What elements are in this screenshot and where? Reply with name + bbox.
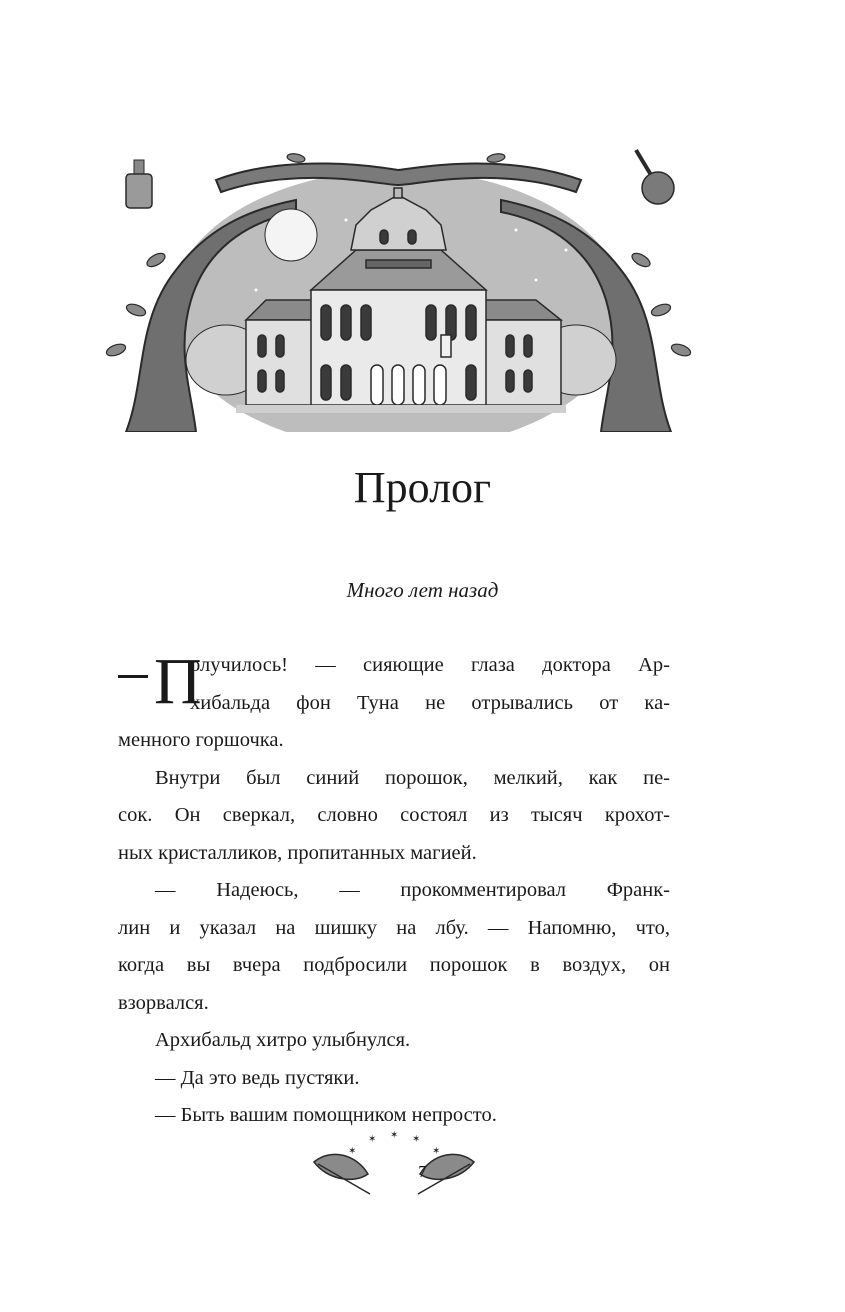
svg-text:✶: ✶ [348,1146,357,1157]
text-line: олучилось! — сияющие глаза доктора Ар- [190,654,670,676]
moon-icon [265,209,317,261]
star-icons [348,1130,440,1157]
paragraph-4 [118,1022,670,1060]
dialogue-dash [118,675,148,678]
flask-icon [636,150,674,204]
paragraph-3 [118,872,670,1022]
paragraph-2 [118,760,670,873]
text-line: лин и указал на шишку на лбу. — Напомню, что, [118,916,670,939]
header-illustration [96,140,701,432]
text-line: когда вы вчера подбросили порошок в воздух, он [118,954,670,976]
text-line: — Быть вашим помощником непросто. [155,1104,497,1126]
svg-text:✶: ✶ [412,1134,421,1145]
text-line: взорвался. [118,991,209,1014]
text-line: — Надеюсь, — прокомментировал Франк- [155,879,670,901]
paragraph-5 [118,1060,670,1098]
paragraph-1 [118,647,670,760]
svg-text:✶: ✶ [368,1134,377,1145]
text-line: — Да это ведь пустяки. [155,1066,360,1089]
svg-text:✶: ✶ [432,1146,441,1157]
chapter-title: Пролог [353,463,492,512]
text-line: Внутри был синий порошок, мелкий, как пе- [155,766,670,789]
text-line: хибальда фон Туна не отрывались от ка- [190,691,670,714]
svg-text:✶: ✶ [390,1130,399,1141]
dropcap-letter: П [154,645,202,718]
page-number: 7 [418,1162,427,1181]
text-line: сок. Он сверкал, словно состоял из тысяч крохот- [118,804,670,826]
text-line: ных кристалликов, пропитанных магией. [118,841,477,864]
chapter-subtitle: Много лет назад [346,578,499,602]
text-line: менного горшочка. [118,729,284,751]
body-text [118,647,670,1135]
ground [236,405,566,413]
bottle-icon [126,160,152,208]
text-line: Архибальд хитро улыбнулся. [155,1029,411,1051]
